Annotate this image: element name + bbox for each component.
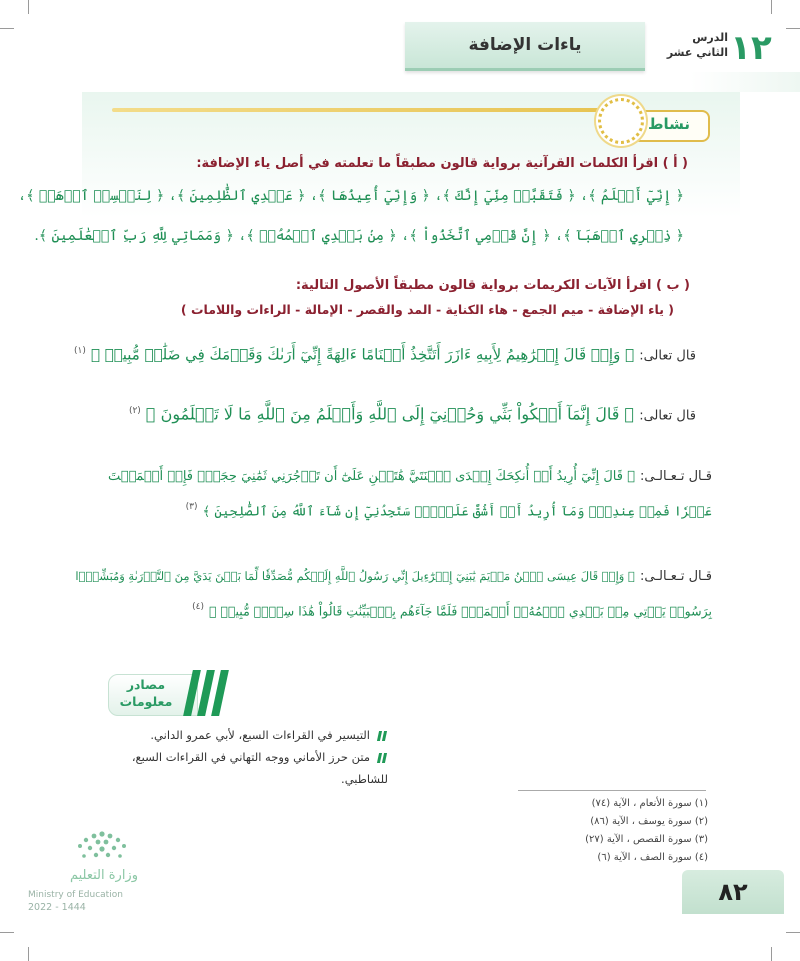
crop-mark — [786, 28, 800, 29]
verse-label: قال تعالى: — [639, 408, 696, 424]
page-number: ٨٢ — [718, 878, 748, 906]
verse-text: ﴿ وَإِذۡ قَالَ عِيسَى ٱبۡنُ مَرۡيَمَ يَٰبَنِيٓ إِسۡرَٰٓءِيلَ إِنِّي رَسُولُ ٱللَّهِ إِلَيۡكُم مُّصَدِّقٗا لِّمَا بَيۡنَ يَدَيَّ مِنَ ٱلتَّوۡرَىٰةِ وَمُبَشِّرَۢا — [75, 569, 635, 583]
source-text: متن حرز الأماني ووجه التهاني في القراءات السبع، — [131, 750, 370, 764]
footnote: (٣) سورة القصص ، الآية (٢٧) — [585, 834, 708, 845]
source-text: التيسير في القراءات السبع، لأبي عمرو الداني. — [150, 728, 370, 742]
footnote-ref: (٢) — [128, 406, 141, 416]
section-a-line2: ﴿ ذِكۡرِي ٱذۡهَبَآ ﴾، ﴿ إِنَّ قَوۡمِي ٱتَّخَذُواْ ﴾، ﴿ مِنۢ بَعۡدِي ٱسۡمُهُۥٓ ﴾، ﴿ وَمَمَاتِي لِلَّهِ رَبِّ ٱلۡعَٰلَمِينَ ﴾. — [34, 228, 684, 244]
crop-mark — [0, 932, 14, 933]
footnote-ref: (١) — [74, 346, 86, 356]
verse-2 — [96, 398, 696, 429]
verse-text: بِرَسُولٖ يَأۡتِي مِنۢ بَعۡدِي ٱسۡمُهُۥٓ أَحۡمَدُۖ فَلَمَّا جَآءَهُم بِٱلۡبَيِّنَٰتِ قَالُواْ هَٰذَا سِحۡرٞ مُّبِينٞ ﴾ — [209, 603, 712, 619]
verse-3-cont — [82, 494, 712, 525]
verse-text: ﴿ قَالَ إِنِّيٓ أُرِيدُ أَنۡ أُنكِحَكَ إِحۡدَى ٱبۡنَتَيَّ هَٰتَيۡنِ عَلَىٰٓ أَن تَأۡجُرَنِي ثَمَٰنِيَ حِجَجٖۖ فَإِنۡ أَتۡمَمۡتَ — [108, 469, 635, 484]
source-text: للشاطبي. — [341, 772, 388, 786]
sources-icon — [184, 670, 232, 716]
footnote-ref: (٣) — [185, 502, 198, 512]
verse-label: قـال تـعـالـى: — [639, 469, 712, 484]
crop-mark — [771, 947, 772, 961]
sources-heading — [110, 676, 182, 712]
bullet-icon — [376, 753, 388, 763]
lesson-label-line2: الثاني عشر — [666, 46, 728, 59]
lesson-label — [648, 30, 728, 64]
ministry-logo-icon — [72, 828, 132, 864]
crop-mark — [786, 932, 800, 933]
verse-1 — [74, 338, 696, 369]
edition-year: 2022 - 1444 — [28, 902, 86, 913]
page-title: ياءات الإضافة — [468, 35, 582, 55]
verse-label: قـال تـعـالـى: — [639, 569, 712, 584]
divider — [112, 108, 640, 112]
verse-3 — [82, 462, 712, 490]
lesson-label-line1: الدرس — [692, 31, 728, 44]
header-strip — [690, 72, 800, 92]
footnote-rule — [518, 790, 706, 791]
crop-mark — [28, 947, 29, 961]
section-b-rules: ( ياء الإضافة - ميم الجمع - هاء الكناية - المد والقصر - الإمالة - الراءات واللامات ) — [180, 302, 674, 317]
ministry-name-ar: وزارة التعليم — [69, 868, 138, 883]
source-item — [88, 750, 388, 764]
activity-label: نشاط — [647, 115, 691, 133]
section-a-line1: ﴿ إِنِّيٓ أَعۡلَمُ ﴾، ﴿ فَتَقَبَّلۡ مِنِّيٓ إِنَّكَ ﴾، ﴿ وَإِنِّيٓ أُعِيذُهَا ﴾، ﴿ عَهۡدِي ٱلظَّٰلِمِينَ ﴾، ﴿ لِنَفۡسِيۖ ٱذۡهَبۡ ﴾، — [18, 188, 684, 204]
bullet-icon — [376, 731, 388, 741]
footnote: (١) سورة الأنعام ، الآية (٧٤) — [591, 798, 708, 809]
sources-heading-line2: معلومات — [119, 694, 173, 709]
footnote-ref: (٤) — [192, 602, 204, 612]
verse-label: قال تعالى: — [639, 348, 696, 364]
verse-text: ﴿ قَالَ إِنَّمَآ أَشۡكُواْ بَثِّي وَحُزۡنِيٓ إِلَى ٱللَّهِ وَأَعۡلَمُ مِنَ ٱللَّهِ مَا لَا تَعۡلَمُونَ ﴾ — [145, 404, 635, 424]
ministry-logo — [28, 828, 138, 916]
source-item — [88, 772, 388, 786]
lesson-number: ١٢ — [730, 28, 772, 68]
crop-mark — [0, 28, 14, 29]
section-b-prompt: ( ب ) اقرأ الآيات الكريمات برواية قالون مطبقاً الأصول التالية: — [295, 278, 690, 293]
section-a-prompt: ( أ ) اقرأ الكلمات القرآنية برواية قالون مطبقاً ما تعلمته في أصل ياء الإضافة: — [196, 156, 688, 171]
crop-mark — [28, 0, 29, 14]
verse-text: عَشۡرٗا فَمِنۡ عِندِكَۖ وَمَآ أُرِيدُ أَنۡ أَشُقَّ عَلَيۡكَۚ سَتَجِدُنِيٓ إِن شَآءَ ٱللَّهُ مِنَ ٱلصَّٰلِحِينَ ﴾ — [202, 504, 712, 520]
verse-4-cont — [82, 594, 712, 624]
sources-heading-line1: مصادر — [126, 677, 166, 692]
crop-mark — [771, 0, 772, 14]
footnote: (٤) سورة الصف ، الآية (٦) — [597, 852, 708, 863]
verse-4 — [75, 562, 712, 590]
source-item — [88, 728, 388, 742]
footnote: (٢) سورة يوسف ، الآية (٨٦) — [590, 816, 708, 827]
ministry-name-en: Ministry of Education — [28, 890, 123, 900]
verse-text: ﴿ وَإِذۡ قَالَ إِبۡرَٰهِيمُ لِأَبِيهِ ءَازَرَ أَتَتَّخِذُ أَصۡنَامًا ءَالِهَةً إِنِّيٓ أَرَىٰكَ وَقَوۡمَكَ فِي ضَلَٰلٖ مُّبِينٖ ﴾ — [90, 345, 635, 364]
